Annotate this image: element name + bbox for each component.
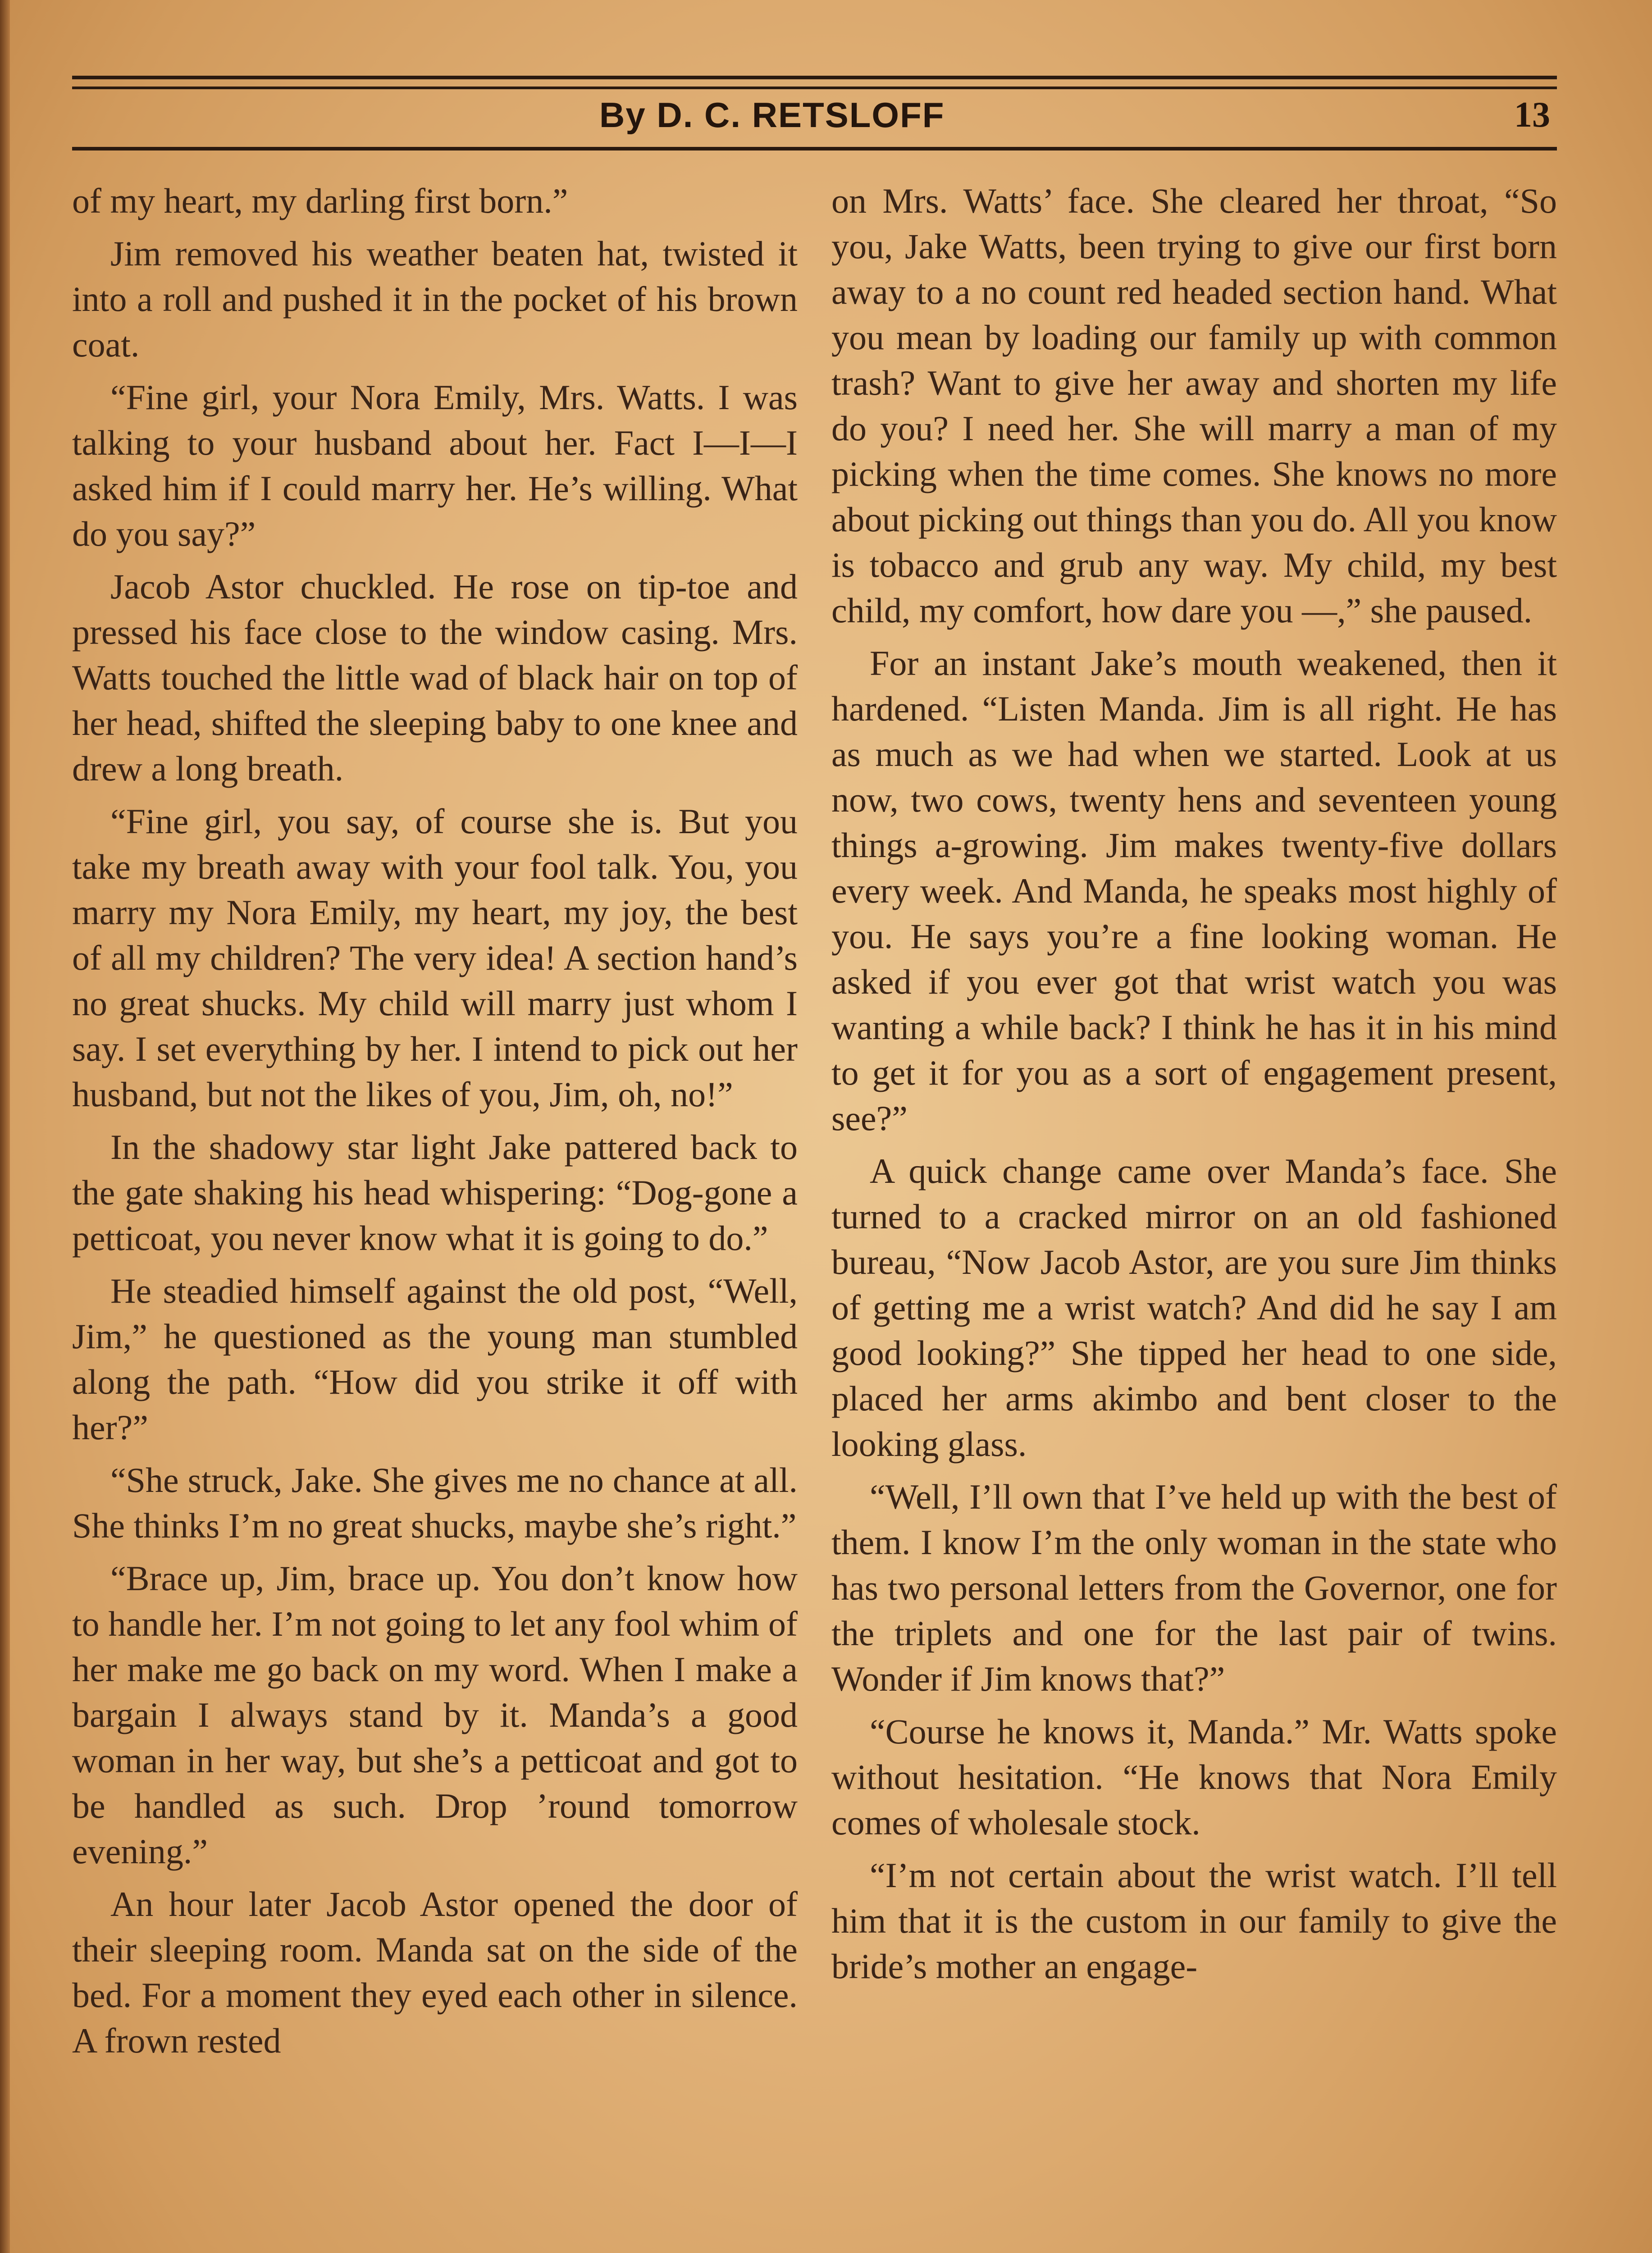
paragraph: For an instant Jake’s mouth weakened, then it hardened. “Listen Manda. Jim is all right. He has as much as we had when we started. Look at us now, two cows, twenty hens and seventeen young things a-growing. Jim makes twenty-five dollars every week. And Manda, he speaks most highly of you. He says you’re a fine looking woman. He asked if you ever got that wrist watch you was wanting a while back? I think he has it in his mind to get it for you as a sort of engagement present, see?” — [831, 643, 1557, 1138]
page-header-title: By D. C. RETSLOFF — [599, 95, 945, 135]
paragraph: on Mrs. Watts’ face. She cleared her throat, “So you, Jake Watts, been trying to give our first born away to a no count red headed section hand. What you mean by loading our family up with common trash? Want to give her away and shorten my life do you? I need her. She will marry a man of my picking when the time comes. She knows no more about picking out things than you do. All you know is tobacco and grub any way. My child, my best child, my comfort, how dare you —,” she paused. — [831, 181, 1557, 630]
paragraph: “She struck, Jake. She gives me no chance at all. She thinks I’m no great shucks, maybe she’s right.” — [72, 1460, 798, 1545]
paragraph: “Well, I’ll own that I’ve held up with the best of them. I know I’m the only woman in the state who has two personal letters from the Governor, one for the triplets and one for the last pair of twins. Wonder if Jim knows that?” — [831, 1477, 1557, 1698]
paragraph: of my heart, my darling first born.” — [72, 181, 568, 220]
paragraph: Jacob Astor chuckled. He rose on tip-toe and pressed his face close to the window casing. Mrs. Watts touched the little wad of black hair on top of her head, shifted the sleeping baby to one knee and drew a long breath. — [72, 567, 798, 788]
paragraph: An hour later Jacob Astor opened the door of their sleeping room. Manda sat on the side of the bed. For a moment they eyed each other in silence. A frown rested — [72, 1884, 798, 2060]
paragraph: “Fine girl, your Nora Emily, Mrs. Watts. I was talking to your husband about her. Fact I—I—I asked him if I could marry her. He’s willing. What do you say?” — [72, 378, 798, 553]
paragraph: “I’m not certain about the wrist watch. I’ll tell him that it is the custom in our family to give the bride’s mother an engage- — [831, 1856, 1557, 1986]
paragraph: “Fine girl, you say, of course she is. But you take my breath away with your fool talk. You, you marry my Nora Emily, my heart, my joy, the best of all my children? The very idea! A section hand’s no great shucks. My child will marry just whom I say. I set everything by her. I intend to pick out her husband, but not the likes of you, Jim, oh, no!” — [72, 802, 798, 1114]
text-column-left — [72, 178, 798, 2071]
page-number: 13 — [1514, 95, 1550, 135]
paragraph: A quick change came over Manda’s face. She turned to a cracked mirror on an old fashioned bureau, “Now Jacob Astor, are you sure Jim thinks of getting me a wrist watch? And did he say I am good looking?” She tipped her head to one side, placed her arms akimbo and bent closer to the looking glass. — [831, 1151, 1557, 1464]
header-rule-top-thin — [72, 87, 1557, 89]
paragraph: Jim removed his weather beaten hat, twisted it into a roll and pushed it in the pocket of his brown coat. — [72, 234, 798, 364]
paragraph: “Brace up, Jim, brace up. You don’t know how to handle her. I’m not going to let any fool whim of her make me go back on my word. When I make a bargain I always stand by it. Manda’s a good woman in her way, but she’s a petticoat and got to be handled as such. Drop ’round tomorrow evening.” — [72, 1559, 798, 1871]
text-column-right — [831, 178, 1557, 1996]
header-rule-top — [72, 76, 1557, 79]
header-rule-bottom — [72, 147, 1557, 151]
page-edge — [0, 0, 10, 2253]
paragraph: In the shadowy star light Jake pattered back to the gate shaking his head whispering: “Dog-gone a petticoat, you never know what it is going to do.” — [72, 1127, 798, 1258]
paragraph: “Course he knows it, Manda.” Mr. Watts spoke without hesitation. “He knows that Nora Emily comes of wholesale stock. — [831, 1712, 1557, 1842]
paragraph: He steadied himself against the old post, “Well, Jim,” he questioned as the young man stumbled along the path. “How did you strike it off with her?” — [72, 1271, 798, 1447]
